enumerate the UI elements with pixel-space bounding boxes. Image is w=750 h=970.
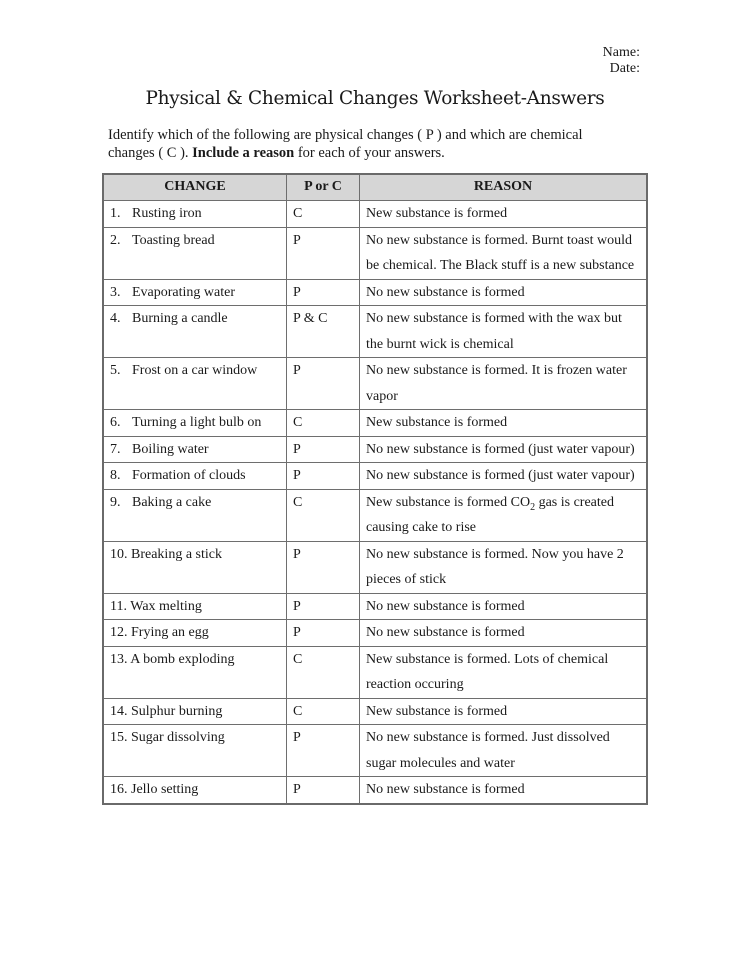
worksheet-table (102, 173, 648, 805)
p-or-c-value: C (293, 703, 303, 719)
change-cell (103, 646, 287, 698)
item-number: 5. (110, 363, 121, 378)
change-cell (103, 593, 287, 620)
p-or-c-cell (287, 358, 360, 410)
p-or-c-cell (287, 201, 360, 228)
item-number: 4. (110, 311, 121, 326)
p-or-c-cell (287, 410, 360, 437)
reason-text: No new substance is formed. Just dissolved sugar molecules and water (366, 730, 610, 771)
table-row (103, 358, 647, 410)
change-text: Wax melting (130, 598, 202, 614)
item-number: 14. (110, 703, 128, 719)
header-fields (603, 45, 640, 77)
table-row (103, 698, 647, 725)
p-or-c-cell (287, 436, 360, 463)
table-row (103, 646, 647, 698)
p-or-c-cell (287, 463, 360, 490)
item-number: 6. (110, 415, 121, 430)
change-text: Frying an egg (131, 625, 209, 640)
change-cell (103, 777, 287, 804)
table-row (103, 201, 647, 228)
table-row (103, 541, 647, 593)
reason-subscript: 2 (530, 501, 536, 513)
change-cell (103, 725, 287, 777)
instructions-text: Identify which of the following are physical changes ( P ) and which are chemical changes ( C ). (108, 127, 583, 161)
table-row (103, 463, 647, 490)
reason-text: New substance is formed CO (366, 494, 531, 510)
change-cell (103, 698, 287, 725)
change-cell (103, 436, 287, 463)
p-or-c-value: P (293, 232, 301, 248)
reason-text: New substance is formed (366, 415, 508, 430)
instructions-emphasis: Include a reason (192, 145, 295, 161)
change-cell (103, 620, 287, 647)
item-number: 12. (110, 625, 128, 640)
page-title: Physical & Chemical Changes Worksheet-Answers (145, 88, 605, 109)
table-row (103, 410, 647, 437)
change-cell (103, 227, 287, 279)
p-or-c-value: P (293, 468, 301, 483)
p-or-c-value: P (293, 284, 301, 300)
reason-cell (360, 463, 648, 490)
item-number: 9. (110, 494, 121, 510)
reason-text: No new substance is formed (366, 625, 525, 640)
change-text: Sugar dissolving (131, 730, 225, 745)
change-text: Burning a candle (132, 311, 228, 326)
item-number: 11. (110, 598, 127, 614)
change-text: Evaporating water (132, 284, 236, 300)
reason-cell (360, 646, 648, 698)
change-cell (103, 463, 287, 490)
p-or-c-value: P (293, 363, 301, 378)
item-number: 15. (110, 730, 128, 745)
table-row (103, 620, 647, 647)
change-text: Sulphur burning (131, 703, 223, 719)
name-label: Name: (602, 45, 640, 60)
reason-text: No new substance is formed with the wax but the burnt wick is chemical (366, 311, 622, 352)
p-or-c-value: C (293, 651, 303, 667)
p-or-c-cell (287, 279, 360, 306)
column-header-change: CHANGE (103, 174, 287, 201)
reason-text: No new substance is formed (just water vapour) (366, 441, 635, 457)
reason-cell (360, 541, 648, 593)
change-cell (103, 358, 287, 410)
change-text: Toasting bread (132, 232, 215, 248)
reason-text: No new substance is formed. It is frozen water vapor (366, 363, 627, 404)
instructions (108, 126, 628, 162)
table-row (103, 777, 647, 804)
item-number: 16. (110, 782, 128, 797)
p-or-c-cell (287, 646, 360, 698)
reason-text: New substance is formed (366, 703, 508, 719)
change-text: Turning a light bulb on (132, 415, 262, 430)
reason-text: New substance is formed. Lots of chemical reaction occuring (366, 651, 609, 692)
change-cell (103, 489, 287, 541)
p-or-c-value: P (293, 441, 301, 457)
reason-text-end: gas is created causing cake to rise (366, 494, 614, 535)
p-or-c-cell (287, 698, 360, 725)
reason-cell (360, 306, 648, 358)
reason-text: No new substance is formed (366, 598, 525, 614)
change-text: Rusting iron (132, 206, 202, 221)
instructions-text-end: for each of your answers. (294, 145, 445, 161)
reason-cell (360, 725, 648, 777)
table-row (103, 593, 647, 620)
p-or-c-value: P (293, 598, 301, 614)
p-or-c-cell (287, 593, 360, 620)
change-text: Boiling water (132, 441, 209, 457)
column-header-p-or-c: P or C (287, 174, 360, 201)
p-or-c-value: P (293, 546, 301, 562)
change-cell (103, 279, 287, 306)
item-number: 3. (110, 284, 121, 300)
item-number: 7. (110, 441, 121, 457)
reason-text: No new substance is formed. Burnt toast would be chemical. The Black stuff is a new substance (366, 232, 635, 273)
reason-cell (360, 698, 648, 725)
item-number: 1. (110, 206, 121, 221)
reason-cell (360, 593, 648, 620)
p-or-c-cell (287, 489, 360, 541)
change-cell (103, 306, 287, 358)
reason-cell (360, 410, 648, 437)
item-number: 10. (110, 546, 128, 562)
reason-cell (360, 436, 648, 463)
p-or-c-cell (287, 306, 360, 358)
reason-cell (360, 201, 648, 228)
reason-text: No new substance is formed (just water vapour) (366, 468, 635, 483)
table-row (103, 725, 647, 777)
item-number: 2. (110, 232, 121, 248)
reason-text: No new substance is formed. Now you have 2 pieces of stick (366, 546, 624, 587)
date-label: Date: (609, 61, 640, 76)
change-text: Formation of clouds (132, 468, 246, 483)
table-header-row (103, 174, 647, 201)
reason-text: No new substance is formed (366, 782, 525, 797)
table-row (103, 227, 647, 279)
reason-cell (360, 227, 648, 279)
change-text: A bomb exploding (130, 651, 235, 667)
table-row (103, 489, 647, 541)
reason-cell (360, 489, 648, 541)
p-or-c-cell (287, 227, 360, 279)
table-row (103, 306, 647, 358)
change-cell (103, 410, 287, 437)
table-row (103, 279, 647, 306)
p-or-c-value: P (293, 730, 301, 745)
change-cell (103, 201, 287, 228)
p-or-c-cell (287, 541, 360, 593)
reason-text: New substance is formed (366, 206, 508, 221)
p-or-c-cell (287, 620, 360, 647)
change-text: Breaking a stick (131, 546, 222, 562)
p-or-c-cell (287, 777, 360, 804)
reason-cell (360, 279, 648, 306)
reason-cell (360, 777, 648, 804)
p-or-c-value: P (293, 625, 301, 640)
p-or-c-cell (287, 725, 360, 777)
p-or-c-value: P & C (293, 311, 328, 326)
reason-cell (360, 358, 648, 410)
p-or-c-value: C (293, 415, 303, 430)
change-text: Frost on a car window (132, 363, 258, 378)
p-or-c-value: P (293, 782, 301, 797)
p-or-c-value: C (293, 206, 303, 221)
reason-text: No new substance is formed (366, 284, 525, 300)
reason-cell (360, 620, 648, 647)
change-cell (103, 541, 287, 593)
change-text: Jello setting (131, 782, 199, 797)
table-row (103, 436, 647, 463)
item-number: 8. (110, 468, 121, 483)
p-or-c-value: C (293, 494, 303, 510)
change-text: Baking a cake (132, 494, 212, 510)
column-header-reason: REASON (360, 174, 648, 201)
item-number: 13. (110, 651, 128, 667)
